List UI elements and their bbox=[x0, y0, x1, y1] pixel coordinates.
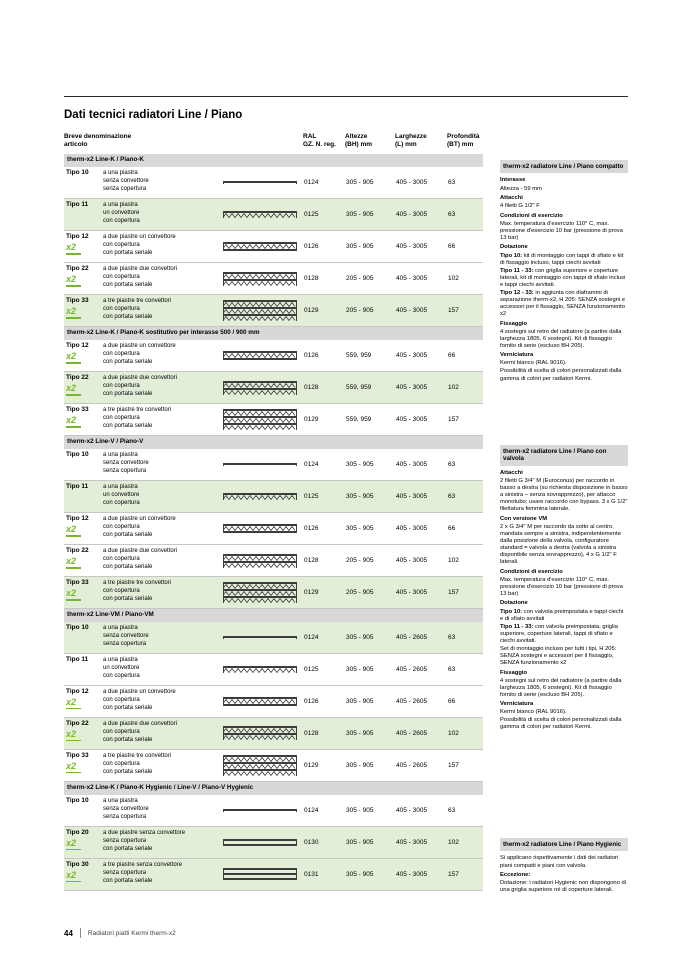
article-description: a due piastre un convettore con copertura con portata seriale bbox=[103, 234, 176, 257]
column-header-altezze: Altezze (BH) mm bbox=[345, 133, 373, 149]
radiator-cross-section-icon bbox=[217, 837, 303, 848]
footer-text: Radiatori piatti Kermi therm-x2 bbox=[87, 929, 176, 937]
article-description: a una piastra un convettore con copertura bbox=[103, 484, 140, 507]
profondita-value: 63 bbox=[448, 461, 456, 469]
larghezze-value: 405 - 3005 bbox=[396, 384, 428, 392]
radiator-cross-section-icon bbox=[217, 634, 303, 641]
altezze-value: 305 - 905 bbox=[346, 697, 374, 705]
altezze-value: 305 - 905 bbox=[346, 493, 374, 501]
table-row bbox=[64, 449, 483, 481]
table-row bbox=[64, 263, 483, 295]
altezze-value: 559, 959 bbox=[346, 416, 372, 424]
section-header: therm-x2 Line-K / Piano-K sostitutivo per interasse 500 / 900 mm bbox=[64, 327, 483, 340]
larghezze-value: 405 - 3005 bbox=[396, 589, 428, 597]
sidebar-paragraph: Altezza - 59 mm bbox=[500, 185, 542, 192]
footer-divider bbox=[80, 928, 81, 938]
ral-number: 0128 bbox=[304, 275, 319, 283]
larghezze-value: 405 - 2605 bbox=[396, 633, 428, 641]
sidebar-paragraph: 4 sostegni sul retro del radiatore (a partire dalla larghezza 1805, 6 sostegni). Kit di fissaggio fornito di serie (escluso BH 205). bbox=[500, 677, 622, 698]
altezze-value: 305 - 905 bbox=[346, 806, 374, 814]
x2-badge-icon: x2 bbox=[66, 525, 101, 537]
altezze-value: 205 - 905 bbox=[346, 557, 374, 565]
sidebar-paragraph: Kermi bianco (RAL 9016). bbox=[500, 360, 567, 367]
tipo-label: Tipo 12 x2 bbox=[64, 513, 102, 539]
ral-number: 0126 bbox=[304, 352, 319, 360]
sidebar-paragraph: Possibilità di scelta di colori personalizzati dalla gamma di colori per radiatori Kermi. bbox=[500, 717, 622, 731]
article-description: a una piastra senza convettore senza copertura bbox=[103, 452, 149, 475]
radiator-cross-section-icon bbox=[217, 270, 303, 288]
ral-number: 0130 bbox=[304, 838, 319, 846]
sidebar-block bbox=[500, 160, 628, 384]
tipo-label: Tipo 22 x2 bbox=[64, 263, 102, 289]
sidebar-paragraph: 2 x G 3/4" M per raccordo da sotto al centro, mandata sempre a sinistra, indipendentemente dalla posizione della valvola, configuratore standard = valvola a destra (valvola a sinistra disponibile senza sovrapprezzo), 4 x G 1/2" F laterali. bbox=[500, 523, 621, 566]
altezze-value: 305 - 905 bbox=[346, 211, 374, 219]
sidebar-paragraph: 4 filetti G 1/2" F bbox=[500, 203, 540, 210]
profondita-value: 63 bbox=[448, 665, 456, 673]
profondita-value: 157 bbox=[448, 870, 459, 878]
altezze-value: 305 - 905 bbox=[346, 729, 374, 737]
sidebar-block bbox=[500, 445, 628, 733]
tipo-label: Tipo 20 x2 bbox=[64, 827, 102, 853]
tipo-label: Tipo 33 x2 bbox=[64, 404, 102, 430]
x2-badge-icon: x2 bbox=[66, 243, 101, 255]
sidebar-block-header: therm-x2 radiatore Line / Piano con valvola bbox=[500, 445, 628, 466]
article-description: a una piastra senza convettore senza copertura bbox=[103, 170, 149, 193]
altezze-value: 205 - 905 bbox=[346, 307, 374, 315]
article-description: a tre piastre tre convettori con copertura con portata seriale bbox=[103, 580, 172, 603]
radiator-cross-section-icon bbox=[217, 349, 303, 362]
ral-number: 0128 bbox=[304, 729, 319, 737]
table-row bbox=[64, 654, 483, 686]
tipo-label: Tipo 22 x2 bbox=[64, 718, 102, 744]
sidebar-label: Attacchi bbox=[500, 195, 523, 202]
table-row bbox=[64, 340, 483, 372]
x2-badge-icon: x2 bbox=[66, 275, 101, 287]
sidebar-block-header: therm-x2 radiatore Line / Piano Hygienic bbox=[500, 838, 628, 851]
table-row bbox=[64, 199, 483, 231]
profondita-value: 102 bbox=[448, 275, 459, 283]
x2-badge-icon: x2 bbox=[66, 307, 101, 319]
sidebar bbox=[500, 0, 628, 958]
sidebar-label: Fissaggio bbox=[500, 320, 528, 327]
page-number: 44 bbox=[64, 928, 73, 938]
tipo-label: Tipo 10 bbox=[66, 451, 89, 459]
table-row bbox=[64, 167, 483, 199]
tipo-label: Tipo 10 bbox=[66, 796, 89, 804]
larghezze-value: 405 - 3005 bbox=[396, 461, 428, 469]
larghezze-value: 405 - 3005 bbox=[396, 275, 428, 283]
altezze-value: 559, 959 bbox=[346, 384, 372, 392]
table-header-row bbox=[64, 133, 483, 154]
article-description: a una piastra un convettore con copertura bbox=[103, 656, 140, 680]
sidebar-paragraph: 2 filetti G 3/4" M (Euroconus) per raccordo in basso a destra (su richiesta disposizione in basso a sinistra – senza sovrapprezzo), per attacco monotubo; usare raccordo con bypass. 3 x G 1/2" filettatura femmina laterale. bbox=[500, 477, 628, 513]
larghezze-value: 405 - 3005 bbox=[396, 493, 428, 501]
larghezze-value: 405 - 2605 bbox=[396, 697, 428, 705]
x2-badge-icon: x2 bbox=[66, 839, 101, 851]
article-description: a due piastre un convettore con copertura con portata seriale bbox=[103, 343, 176, 366]
sidebar-paragraph: Tipo 10: con valvola preimpostata e tappi ciechi e di sfiato avvitati bbox=[500, 608, 624, 622]
larghezze-value: 405 - 2605 bbox=[396, 665, 428, 673]
sidebar-paragraph: 4 sostegni sul retro del radiatore (a partire dalla larghezza 1805, 6 sostegni). Kit di fissaggio fornito di serie (escluso BH 205). bbox=[500, 328, 622, 349]
radiator-cross-section-icon bbox=[217, 240, 303, 253]
x2-badge-icon: x2 bbox=[66, 557, 101, 569]
profondita-value: 157 bbox=[448, 307, 459, 315]
radiator-cross-section-icon bbox=[217, 179, 303, 186]
larghezze-value: 405 - 3005 bbox=[396, 307, 428, 315]
larghezze-value: 405 - 3005 bbox=[396, 416, 428, 424]
ral-number: 0129 bbox=[304, 761, 319, 769]
altezze-value: 305 - 905 bbox=[346, 525, 374, 533]
sidebar-label: Interasse bbox=[500, 177, 526, 184]
profondita-value: 102 bbox=[448, 384, 459, 392]
sidebar-paragraph: Tipo 10: kit di montaggio con tappi di sfiato e kit di fissaggio incluso, tappi ciechi avvitati bbox=[500, 252, 624, 266]
altezze-value: 305 - 905 bbox=[346, 633, 374, 641]
tipo-label: Tipo 11 bbox=[66, 655, 89, 663]
altezze-value: 305 - 905 bbox=[346, 461, 374, 469]
profondita-value: 66 bbox=[448, 243, 456, 251]
technical-data-table bbox=[64, 133, 483, 891]
profondita-value: 63 bbox=[448, 806, 456, 814]
ral-number: 0126 bbox=[304, 525, 319, 533]
table-row bbox=[64, 577, 483, 609]
ral-number: 0125 bbox=[304, 665, 319, 673]
section-header: therm-x2 Line-V / Piano-V bbox=[64, 436, 483, 449]
ral-number: 0131 bbox=[304, 870, 319, 878]
x2-badge-icon: x2 bbox=[66, 762, 101, 774]
section-header: therm-x2 Line-K / Piano-K Hygienic / Line-V / Piano-V Hygienic bbox=[64, 782, 483, 795]
sidebar-label: Dotazione bbox=[500, 244, 528, 251]
altezze-value: 205 - 905 bbox=[346, 275, 374, 283]
sidebar-label: Eccezione: bbox=[500, 872, 531, 879]
ral-number: 0128 bbox=[304, 557, 319, 565]
sidebar-block bbox=[500, 838, 628, 895]
altezze-value: 305 - 905 bbox=[346, 179, 374, 187]
article-description: a due piastre un convettore con copertura con portata seriale bbox=[103, 688, 176, 712]
profondita-value: 63 bbox=[448, 211, 456, 219]
table-row bbox=[64, 231, 483, 263]
column-header-articolo: Breve denominazione articolo bbox=[64, 133, 132, 149]
sidebar-paragraph: Set di montaggio incluso per tutti i tipi, H 205: SENZA sostegni e accessori per il fissaggio, SENZA funzionamento x2 bbox=[500, 645, 617, 666]
profondita-value: 102 bbox=[448, 729, 459, 737]
profondita-value: 63 bbox=[448, 179, 456, 187]
tipo-label: Tipo 22 x2 bbox=[64, 545, 102, 571]
radiator-cross-section-icon bbox=[217, 753, 303, 778]
radiator-cross-section-icon bbox=[217, 522, 303, 535]
table-row bbox=[64, 404, 483, 436]
sidebar-paragraph: Tipo 11 - 33: con griglia superiore e coperture laterali, kit di montaggio con tappi di sfiato inclusi e tappi ciechi avvitati. bbox=[500, 267, 626, 288]
tipo-label: Tipo 33 x2 bbox=[64, 577, 102, 603]
table-row bbox=[64, 481, 483, 513]
ral-number: 0124 bbox=[304, 633, 319, 641]
altezze-value: 305 - 905 bbox=[346, 243, 374, 251]
ral-number: 0125 bbox=[304, 493, 319, 501]
article-description: a due piastre due convettori con copertura con portata seriale bbox=[103, 375, 178, 398]
table-row bbox=[64, 686, 483, 718]
larghezze-value: 405 - 3005 bbox=[396, 179, 428, 187]
radiator-cross-section-icon bbox=[217, 695, 303, 708]
larghezze-value: 405 - 3005 bbox=[396, 243, 428, 251]
ral-number: 0124 bbox=[304, 461, 319, 469]
tipo-label: Tipo 30 x2 bbox=[64, 859, 102, 885]
ral-number: 0124 bbox=[304, 806, 319, 814]
table-row bbox=[64, 545, 483, 577]
altezze-value: 305 - 905 bbox=[346, 761, 374, 769]
sidebar-label: Verniciatura bbox=[500, 701, 534, 708]
sidebar-paragraph: Max. temperatura d'esercizio 110° C, max. pressione d'esercizio 10 bar (pressione di prova 13 bar) bbox=[500, 220, 623, 241]
article-description: a una piastra senza convettore senza copertura bbox=[103, 624, 149, 648]
x2-badge-icon: x2 bbox=[66, 871, 101, 883]
radiator-cross-section-icon bbox=[217, 807, 303, 814]
sidebar-block-header: therm-x2 radiatore Line / Piano compatto bbox=[500, 160, 628, 173]
ral-number: 0129 bbox=[304, 307, 319, 315]
sidebar-label: Fissaggio bbox=[500, 669, 528, 676]
x2-badge-icon: x2 bbox=[66, 730, 101, 742]
radiator-cross-section-icon bbox=[217, 461, 303, 468]
radiator-cross-section-icon bbox=[217, 298, 303, 323]
radiator-cross-section-icon bbox=[217, 866, 303, 882]
larghezze-value: 405 - 3005 bbox=[396, 352, 428, 360]
sidebar-paragraph: Kermi bianco (RAL 9016). bbox=[500, 709, 567, 716]
larghezze-value: 405 - 3005 bbox=[396, 806, 428, 814]
x2-badge-icon: x2 bbox=[66, 698, 101, 710]
table-row bbox=[64, 718, 483, 750]
sidebar-label: Verniciatura bbox=[500, 352, 534, 359]
x2-badge-icon: x2 bbox=[66, 352, 101, 364]
radiator-cross-section-icon bbox=[217, 379, 303, 397]
table-row bbox=[64, 859, 483, 891]
table-body bbox=[64, 154, 483, 891]
article-description: a due piastre due convettori con copertura con portata seriale bbox=[103, 720, 178, 744]
larghezze-value: 405 - 3005 bbox=[396, 557, 428, 565]
sidebar-paragraph: Si applicano rispettivamente i dati dei radiatori piani compatti e piani con valvola. bbox=[500, 855, 619, 869]
sidebar-label: Attacchi bbox=[500, 469, 523, 476]
profondita-value: 66 bbox=[448, 697, 456, 705]
article-description: a tre piastre tre convettori con copertura con portata seriale bbox=[103, 298, 172, 321]
ral-number: 0124 bbox=[304, 179, 319, 187]
tipo-label: Tipo 10 bbox=[66, 623, 89, 631]
section-header: therm-x2 Line-K / Piano-K bbox=[64, 154, 483, 167]
article-description: a tre piastre senza convettore senza copertura con portata seriale bbox=[103, 861, 183, 885]
article-description: a due piastre due convettori con copertura con portata seriale bbox=[103, 548, 178, 571]
tipo-label: Tipo 12 x2 bbox=[64, 686, 102, 712]
sidebar-paragraph: Max. temperatura d'esercizio 110° C, max. pressione d'esercizio 10 bar (pressione di prova 13 bar) bbox=[500, 576, 623, 597]
table-row bbox=[64, 513, 483, 545]
radiator-cross-section-icon bbox=[217, 491, 303, 502]
tipo-label: Tipo 12 x2 bbox=[64, 340, 102, 366]
table-row bbox=[64, 827, 483, 859]
larghezze-value: 405 - 2605 bbox=[396, 729, 428, 737]
altezze-value: 305 - 905 bbox=[346, 870, 374, 878]
sidebar-paragraph: Tipo 11 - 33: con valvola preimpostata, griglia superiore, coperture laterali, tappi di sfiato e ciechi avvitati. bbox=[500, 623, 618, 644]
sidebar-paragraph: Tipo 12 - 33: in aggiunta con diaframmi di separazione therm-x2, H 205: SENZA sostegni e accessori per il fissaggio, SENZA funzionamento x2 bbox=[500, 289, 626, 317]
x2-badge-icon: x2 bbox=[66, 416, 101, 428]
column-header-profondita: Profondità (BT) mm bbox=[447, 133, 480, 149]
radiator-cross-section-icon bbox=[217, 664, 303, 675]
section-header: therm-x2 Line-VM / Piano-VM bbox=[64, 609, 483, 622]
larghezze-value: 405 - 3005 bbox=[396, 525, 428, 533]
table-row bbox=[64, 795, 483, 827]
sidebar-label: Con versione VM bbox=[500, 515, 548, 522]
x2-badge-icon: x2 bbox=[66, 589, 101, 601]
ral-number: 0129 bbox=[304, 589, 319, 597]
article-description: a una piastra un convettore con copertura bbox=[103, 202, 140, 225]
column-header-larghezze: Larghezze (L) mm bbox=[395, 133, 427, 149]
tipo-label: Tipo 33 x2 bbox=[64, 750, 102, 776]
profondita-value: 66 bbox=[448, 525, 456, 533]
sidebar-paragraph: Dotazione: i radiatori Hygienic non dispongono di una griglia superiore né di coperture laterali. bbox=[500, 880, 627, 894]
article-description: a due piastre due convettori con copertura con portata seriale bbox=[103, 266, 178, 289]
ral-number: 0126 bbox=[304, 697, 319, 705]
profondita-value: 157 bbox=[448, 761, 459, 769]
profondita-value: 63 bbox=[448, 493, 456, 501]
tipo-label: Tipo 11 bbox=[66, 483, 89, 491]
altezze-value: 205 - 905 bbox=[346, 589, 374, 597]
altezze-value: 305 - 905 bbox=[346, 838, 374, 846]
ral-number: 0129 bbox=[304, 416, 319, 424]
table-row bbox=[64, 622, 483, 654]
tipo-label: Tipo 22 x2 bbox=[64, 372, 102, 398]
ral-number: 0126 bbox=[304, 243, 319, 251]
article-description: a tre piastre tre convettori con copertura con portata seriale bbox=[103, 407, 172, 430]
table-row bbox=[64, 295, 483, 327]
page-title: Dati tecnici radiatori Line / Piano bbox=[64, 108, 243, 121]
larghezze-value: 405 - 2605 bbox=[396, 761, 428, 769]
radiator-cross-section-icon bbox=[217, 724, 303, 742]
article-description: a una piastra senza convettore senza copertura bbox=[103, 797, 149, 821]
tipo-label: Tipo 33 x2 bbox=[64, 295, 102, 321]
sidebar-label: Condizioni di esercizio bbox=[500, 212, 563, 219]
profondita-value: 102 bbox=[448, 557, 459, 565]
radiator-cross-section-icon bbox=[217, 580, 303, 605]
sidebar-label: Dotazione bbox=[500, 600, 528, 607]
article-description: a due piastre un convettore con copertura con portata seriale bbox=[103, 516, 176, 539]
profondita-value: 63 bbox=[448, 633, 456, 641]
table-row bbox=[64, 372, 483, 404]
tipo-label: Tipo 12 x2 bbox=[64, 231, 102, 257]
profondita-value: 157 bbox=[448, 416, 459, 424]
sidebar-paragraph: Possibilità di scelta di colori personalizzati dalla gamma di colori per radiatori Kermi. bbox=[500, 368, 622, 382]
article-description: a due piastre senza convettore senza copertura con portata seriale bbox=[103, 829, 186, 853]
radiator-cross-section-icon bbox=[217, 552, 303, 570]
column-header-ral: RAL GZ. N. reg. bbox=[303, 133, 336, 149]
ral-number: 0128 bbox=[304, 384, 319, 392]
article-description: a tre piastre tre convettori con copertura con portata seriale bbox=[103, 752, 172, 776]
larghezze-value: 405 - 3005 bbox=[396, 838, 428, 846]
sidebar-label: Condizioni di esercizio bbox=[500, 568, 563, 575]
profondita-value: 157 bbox=[448, 589, 459, 597]
tipo-label: Tipo 10 bbox=[66, 169, 89, 177]
tipo-label: Tipo 11 bbox=[66, 201, 89, 209]
page-footer bbox=[64, 928, 176, 938]
profondita-value: 102 bbox=[448, 838, 459, 846]
radiator-cross-section-icon bbox=[217, 407, 303, 432]
larghezze-value: 405 - 3005 bbox=[396, 211, 428, 219]
ral-number: 0125 bbox=[304, 211, 319, 219]
radiator-cross-section-icon bbox=[217, 209, 303, 220]
larghezze-value: 405 - 3005 bbox=[396, 870, 428, 878]
altezze-value: 559, 959 bbox=[346, 352, 372, 360]
x2-badge-icon: x2 bbox=[66, 384, 101, 396]
altezze-value: 305 - 905 bbox=[346, 665, 374, 673]
table-row bbox=[64, 750, 483, 782]
profondita-value: 66 bbox=[448, 352, 456, 360]
